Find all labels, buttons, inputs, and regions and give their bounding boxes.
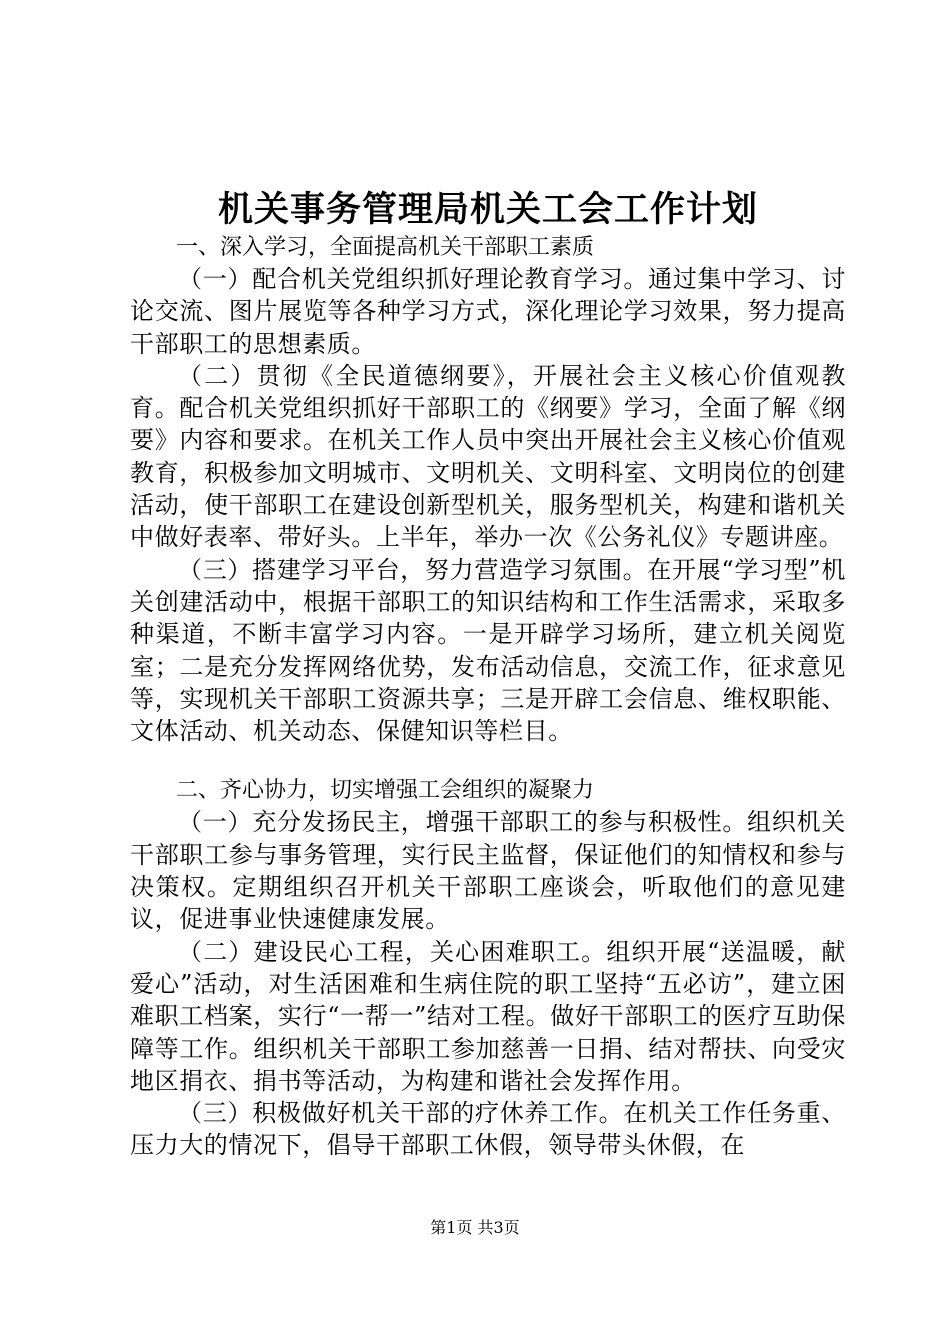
section-heading: 一、深入学习，全面提高机关干部职工素质 [176,235,595,260]
section-2 [130,775,846,1161]
paragraph: （二）贯彻《全民道德纲要》，开展社会主义核心价值观教育。配合机关党组织抓好干部职工的《纲要》学习，全面了解《纲要》内容和要求。在机关工作人员中突出开展社会主义核心价值观教育，积极参加文明城市、文明机关、文明科室、文明岗位的创建活动，使干部职工在建设创新型机关，服务型机关，构建和谐机关中做好表率、带好头。上半年，举办一次《公务礼仪》专题讲座。 [130,361,846,552]
paragraph: （一）配合机关党组织抓好理论教育学习。通过集中学习、讨论交流、图片展览等各种学习方式，深化理论学习效果，努力提高干部职工的思想素质。 [130,265,846,358]
section-heading: 二、齐心协力，切实增强工会组织的凝聚力 [176,778,595,804]
section-gap [130,747,846,775]
section-1 [130,232,846,747]
paragraph: （一）充分发扬民主，增强干部职工的参与积极性。组织机关干部职工参与事务管理，实行民主监督，保证他们的知情权和参与决策权。定期组织召开机关干部职工座谈会，听取他们的意见建议，促进事业快速健康发展。 [130,808,846,934]
paragraph: （三）积极做好机关干部的疗休养工作。在机关工作任务重、压力大的情况下，倡导干部职工休假，领导带头休假，在 [130,1099,846,1160]
page-footer: 第1页 共3页 [430,1218,520,1237]
document-page [130,188,846,1162]
paragraph: （二）建设民心工程，关心困难职工。组织开展“送温暖，献爱心”活动，对生活困难和生病住院的职工坚持“五必访”，建立困难职工档案，实行“一帮一”结对工程。做好干部职工的医疗互助保障等工作。组织机关干部职工参加慈善一日捐、结对帮扶、向受灾地区捐衣、捐书等活动，为构建和谐社会发挥作用。 [130,937,846,1095]
paragraph: （三）搭建学习平台，努力营造学习氛围。在开展“学习型”机关创建活动中，根据干部职工的知识结构和工作生活需求，采取多种渠道，不断丰富学习内容。一是开辟学习场所，建立机关阅览室；二是充分发挥网络优势，发布活动信息，交流工作，征求意见等，实现机关干部职工资源共享；三是开辟工会信息、维权职能、文体活动、机关动态、保健知识等栏目。 [130,555,846,746]
document-title: 机关事务管理局机关工会工作计划 [217,189,758,230]
